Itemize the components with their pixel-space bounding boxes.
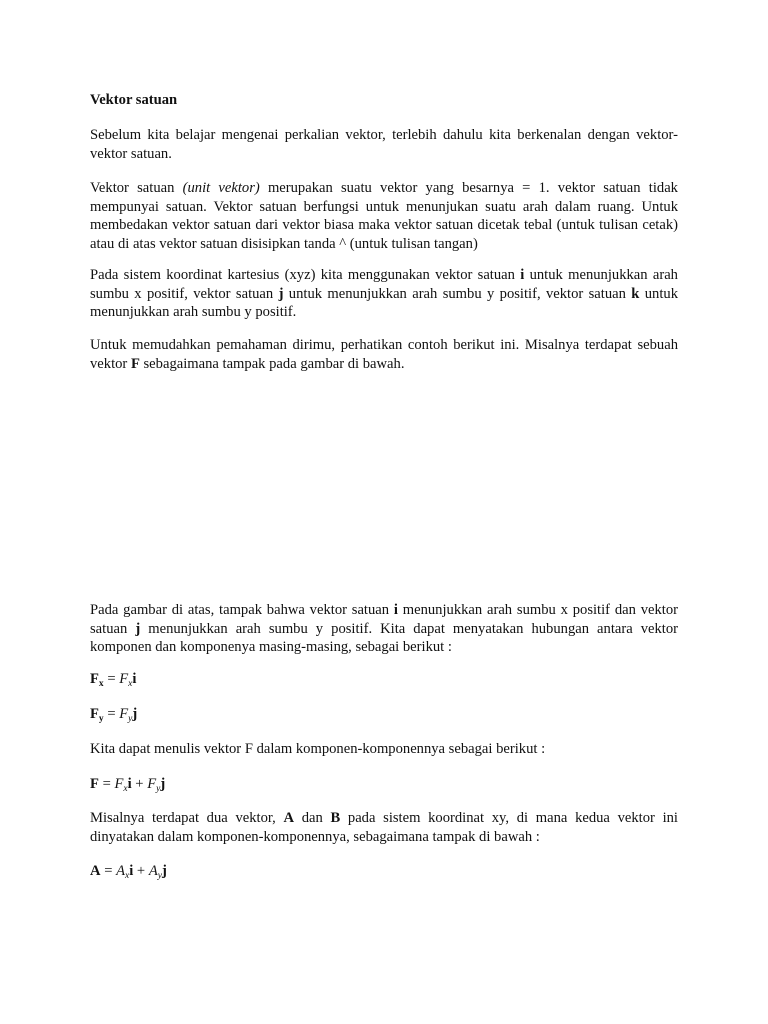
section-title: Vektor satuan	[90, 92, 178, 108]
eq-coefficient-subscript: x	[123, 784, 128, 794]
eq-coefficient: F	[114, 776, 124, 792]
bold-symbol-B: B	[330, 810, 341, 826]
paragraph-unit-vector-definition	[90, 179, 678, 254]
italic-term: (unit vektor)	[182, 180, 260, 196]
eq-coefficient-subscript: y	[157, 871, 162, 881]
eq-lhs: F	[90, 671, 99, 687]
eq-lhs-subscript: x	[98, 679, 104, 689]
text-run: Pada gambar di atas, tampak bahwa vektor satuan	[90, 602, 394, 618]
paragraph-figure-explanation	[90, 601, 678, 657]
eq-unit-vector: i	[129, 863, 134, 879]
eq-coefficient: F	[119, 671, 129, 687]
paragraph-two-vectors	[90, 809, 678, 846]
eq-coefficient: F	[147, 776, 157, 792]
eq-coefficient: A	[148, 863, 158, 879]
text-run: Misalnya terdapat dua vektor,	[90, 810, 284, 826]
eq-coefficient-subscript: y	[156, 784, 161, 794]
text-run: untuk menunjukkan arah sumbu y positif.	[90, 285, 678, 321]
eq-lhs: F	[90, 706, 99, 722]
eq-equals: =	[103, 706, 120, 722]
eq-unit-vector: i	[127, 776, 132, 792]
eq-equals: =	[100, 863, 117, 879]
eq-coefficient-subscript: x	[125, 871, 130, 881]
equation-fx	[90, 670, 678, 689]
eq-unit-vector: j	[161, 863, 167, 879]
equation-f-components	[90, 775, 678, 794]
eq-plus: +	[131, 776, 148, 792]
text-run: Pada sistem koordinat kartesius (xyz) kita menggunakan vektor satuan	[90, 267, 521, 283]
text-run: sebagaimana tampak pada gambar di bawah.	[139, 355, 405, 372]
text-run: untuk menunjukkan arah sumbu y positif, vektor satuan	[283, 285, 632, 302]
text-run: dan	[294, 810, 331, 826]
figure-placeholder	[90, 380, 678, 585]
text-run: menunjukkan arah sumbu y positif. Kita dapat menyatakan hubungan antara vektor komponen dan komponenya masing-masing, sebagai berikut :	[90, 620, 679, 656]
bold-symbol-i: i	[393, 602, 398, 618]
eq-coefficient: A	[116, 863, 125, 879]
text-run: menunjukkan arah sumbu x positif dan vektor satuan	[90, 602, 678, 637]
text-run: Vektor satuan	[90, 180, 183, 196]
paragraph-component-form: Kita dapat menulis vektor F dalam komponen-komponennya sebagai berikut :	[90, 741, 546, 757]
equation-fy	[90, 705, 678, 724]
eq-unit-vector: j	[132, 706, 138, 722]
eq-coefficient-subscript: y	[128, 714, 133, 724]
paragraph-example-intro	[90, 336, 678, 373]
bold-symbol-A: A	[283, 810, 295, 826]
eq-coefficient-subscript: x	[128, 679, 133, 689]
eq-lhs: A	[90, 863, 101, 879]
eq-lhs-subscript: y	[98, 714, 104, 724]
text-run: untuk menunjukkan arah sumbu x positif, vektor satuan	[90, 267, 678, 302]
paragraph-cartesian-unit-vectors	[90, 266, 678, 322]
paragraph-intro: Sebelum kita belajar mengenai perkalian vektor, terlebih dahulu kita berkenalan dengan vektor-vektor satuan.	[90, 127, 678, 162]
text-run: pada sistem koordinat xy, di mana kedua vektor ini dinyatakan dalam komponen-komponennya, sebagaimana tampak di bawah :	[90, 810, 678, 845]
bold-symbol-i: i	[520, 267, 525, 283]
equation-a-components	[90, 862, 678, 881]
bold-symbol-F: F	[130, 355, 140, 372]
bold-symbol-j: j	[278, 285, 284, 302]
bold-symbol-j: j	[135, 620, 141, 637]
bold-symbol-k: k	[631, 285, 640, 302]
eq-unit-vector: j	[160, 776, 166, 792]
eq-lhs: F	[90, 776, 99, 792]
eq-unit-vector: i	[132, 671, 137, 687]
eq-equals: =	[103, 671, 120, 687]
eq-equals: =	[98, 776, 115, 792]
eq-coefficient: F	[119, 706, 129, 722]
text-run: merupakan suatu vektor yang besarnya = 1. vektor satuan tidak mempunyai satuan. Vektor satuan berfungsi untuk menunjukan suatu arah dalam ruang. Untuk membedakan vektor satuan dari vektor biasa maka vektor satuan dicetak tebal (untuk tulisan cetak) atau di atas vektor satuan disisipkan tanda ^ (untuk tulisan tangan)	[90, 180, 678, 253]
text-run: Untuk memudahkan pemahaman dirimu, perhatikan contoh berikut ini. Misalnya terdapat sebuah vektor	[90, 337, 678, 372]
eq-plus: +	[133, 863, 149, 879]
